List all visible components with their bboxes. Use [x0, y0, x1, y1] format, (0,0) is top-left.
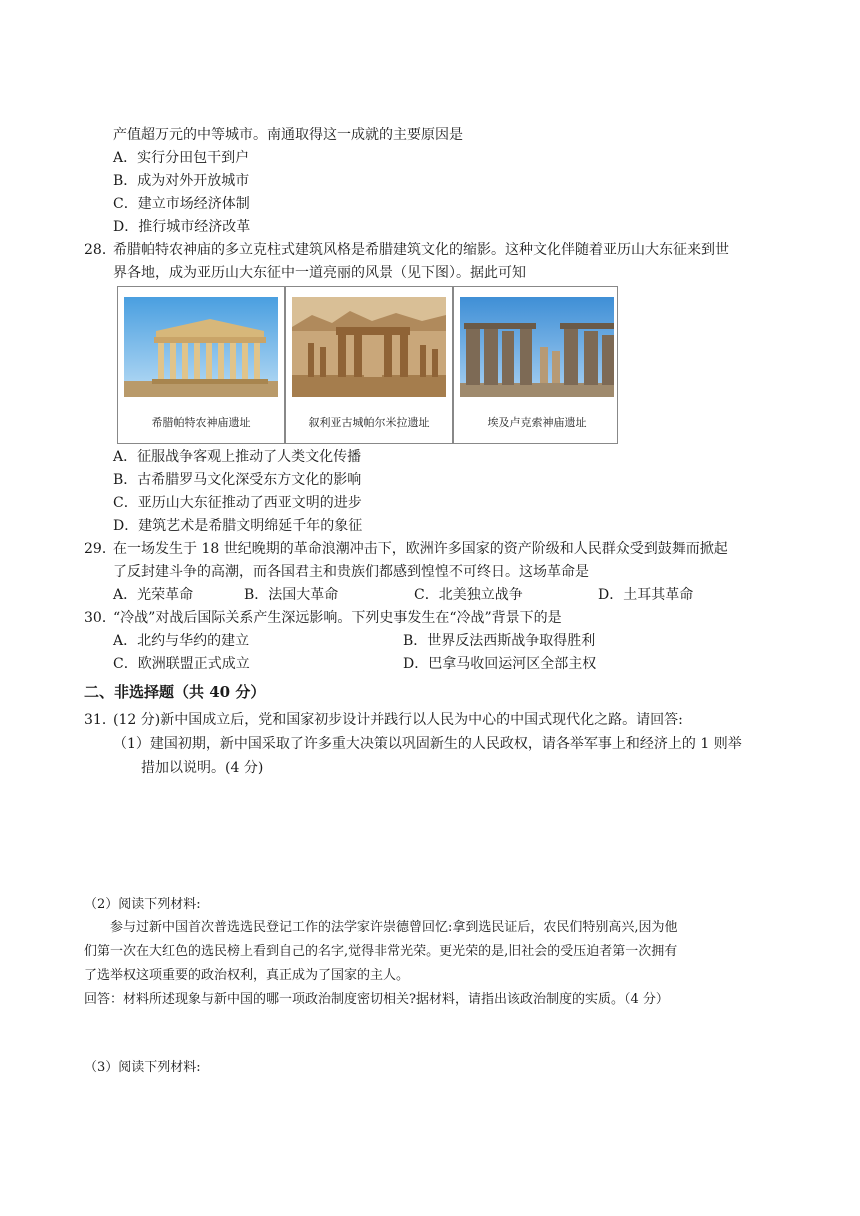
caption-luxor: 埃及卢克索神庙遗址 — [487, 416, 587, 429]
q28-stem-line1: 希腊帕特农神庙的多立克柱式建筑风格是希腊建筑文化的缩影。这种文化伴随着亚历山大东征来到世 — [113, 242, 729, 258]
q30-option-b[interactable]: B．世界反法西斯战争取得胜利 — [403, 633, 596, 649]
q30-stem: “冷战”对战后国际关系产生深远影响。下列史事发生在“冷战”背景下的是 — [113, 610, 562, 626]
q28-option-c[interactable]: C．亚历山大东征推动了西亚文明的进步 — [113, 495, 362, 511]
q31-part3-heading: （3）阅读下列材料: — [84, 1060, 201, 1075]
parthenon-image — [124, 297, 278, 397]
q31-part1-line1: （1）建国初期，新中国采取了许多重大决策以巩固新生的人民政权，请各举军事上和经济上的 1 则举 — [113, 736, 742, 752]
section-title: 二、非选择题（共 40 分） — [84, 683, 266, 701]
q31-part2-material-line1: 参与过新中国首次普选选民登记工作的法学家许崇德曾回忆:拿到选民证后，农民们特别高兴,因为他 — [110, 920, 678, 935]
luxor-image — [460, 297, 614, 397]
q31-part2-heading: （2）阅读下列材料: — [84, 897, 201, 912]
q28-option-d[interactable]: D．建筑艺术是希腊文明绵延千年的象征 — [113, 518, 363, 534]
q28-figure — [117, 286, 618, 444]
q29-option-d[interactable]: D．土耳其革命 — [598, 587, 694, 603]
caption-palmyra: 叙利亚古城帕尔米拉遗址 — [308, 416, 430, 429]
q30-number: 30． — [84, 610, 116, 626]
q28-stem-line2: 界各地，成为亚历山大东征中一道亮丽的风景（见下图）。据此可知 — [113, 265, 526, 281]
q29-option-b[interactable]: B．法国大革命 — [244, 587, 339, 603]
q31-number: 31． — [84, 712, 116, 728]
figure-panel-parthenon — [118, 287, 284, 443]
q27-stem-continuation: 产值超万元的中等城市。南通取得这一成就的主要原因是 — [113, 127, 463, 143]
q29-option-c[interactable]: C．北美独立战争 — [414, 587, 523, 603]
q27-option-b[interactable]: B．成为对外开放城市 — [113, 173, 250, 189]
q31-intro: (12 分)新中国成立后，党和国家初步设计并践行以人民为中心的中国式现代化之路。请回答: — [113, 712, 683, 728]
q27-option-d[interactable]: D．推行城市经济改革 — [113, 219, 251, 235]
q31-part2-material-line3: 了选举权这项重要的政治权利，真正成为了国家的主人。 — [84, 968, 410, 983]
q28-number: 28． — [84, 242, 116, 258]
palmyra-image — [292, 297, 446, 397]
q29-stem-line1: 在一场发生于 18 世纪晚期的革命浪潮冲击下，欧洲许多国家的资产阶级和人民群众受到鼓舞而掀起 — [113, 541, 728, 557]
q29-number: 29． — [84, 541, 116, 557]
q31-part2-material-line2: 们第一次在大红色的选民榜上看到自己的名字,觉得非常光荣。更光荣的是,旧社会的受压迫者第一次拥有 — [84, 944, 678, 959]
q30-option-c[interactable]: C．欧洲联盟正式成立 — [113, 656, 250, 672]
figure-panel-palmyra — [286, 287, 452, 443]
q30-option-d[interactable]: D．巴拿马收回运河区全部主权 — [403, 656, 597, 672]
q28-option-a[interactable]: A．征服战争客观上推动了人类文化传播 — [113, 449, 362, 465]
figure-panel-luxor — [454, 287, 620, 443]
q28-option-b[interactable]: B．古希腊罗马文化深受东方文化的影响 — [113, 472, 362, 488]
q27-option-a[interactable]: A．实行分田包干到户 — [113, 150, 250, 166]
q29-option-a[interactable]: A．光荣革命 — [113, 587, 194, 603]
q31-part1-line2: 措加以说明。(4 分) — [141, 760, 264, 776]
caption-parthenon: 希腊帕特农神庙遗址 — [151, 416, 251, 429]
q31-part2-question: 回答：材料所述现象与新中国的哪一项政治制度密切相关?据材料，请指出该政治制度的实质。（4 分） — [84, 992, 669, 1007]
q27-option-c[interactable]: C．建立市场经济体制 — [113, 196, 250, 212]
q29-stem-line2: 了反封建斗争的高潮，而各国君主和贵族们都感到惶惶不可终日。这场革命是 — [113, 564, 589, 580]
q30-option-a[interactable]: A．北约与华约的建立 — [113, 633, 250, 649]
